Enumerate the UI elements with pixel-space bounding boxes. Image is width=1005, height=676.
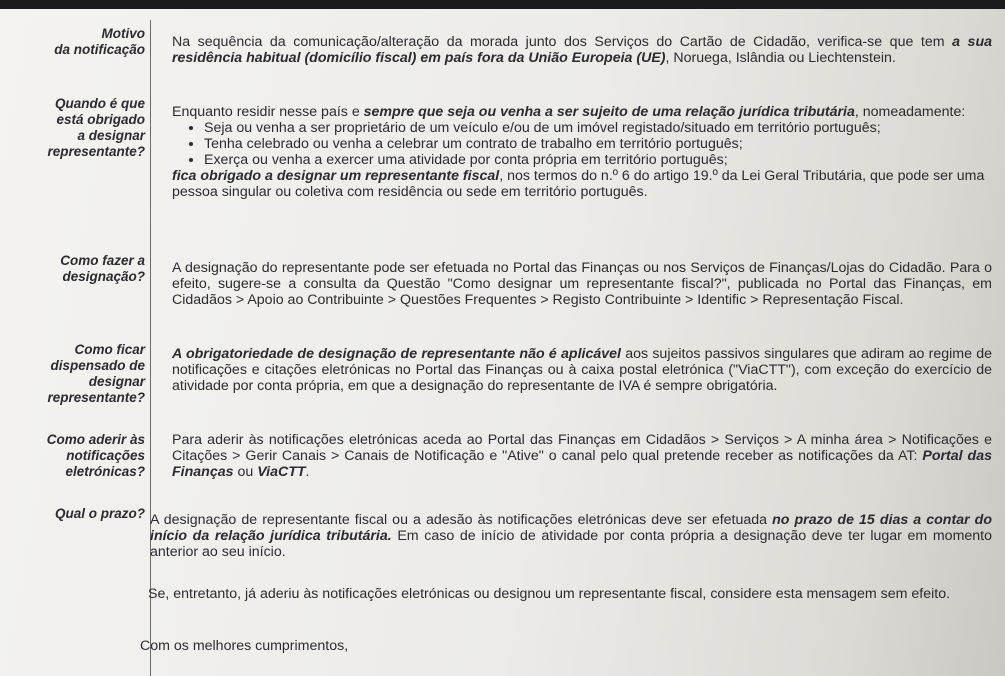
closing-paragraph: Se, entretanto, já aderiu às notificações eletrónicas ou designou um representante fiscal, considere esta mensagem sem efeito. [148, 586, 951, 602]
obligation-item: • Tenha celebrado ou venha a celebrar um contrato de trabalho em território português; [204, 136, 992, 152]
motivo-emphasis: a sua residência habitual (domicílio fiscal) em país fora da União Europeia (UE) [172, 34, 992, 66]
label-motivo: Motivo da notificação [54, 26, 145, 57]
obligation-item: • Seja ou venha a ser proprietário de um veículo e/ou de um imóvel registado/situado em território português; [204, 120, 992, 136]
como-ficar-emphasis: A obrigatoriedade de designação de representante não é aplicável [172, 346, 621, 362]
text-prazo [150, 512, 992, 560]
quando-outro-2: , nos termos do n.º 6 do artigo 19.º da Lei Geral Tributária, que pode ser uma pessoa singular ou coletiva com residência ou sede em território português. [172, 168, 985, 200]
signoff-block [140, 638, 960, 654]
signoff: Com os melhores cumprimentos, [140, 638, 349, 654]
quando-intro-1: Enquanto residir nesse país e [172, 104, 364, 120]
prazo-part-1: A designação de representante fiscal ou a adesão às notificações eletrónicas deve ser efetuada [150, 512, 773, 528]
como-aderir-end: . [305, 464, 310, 480]
column-divider [150, 20, 151, 676]
como-ficar-rest: aos sujeitos passivos singulares que adiram ao regime de notificações e citações eletrónicas no Portal das Finanças ou à caixa postal eletrónica ("ViaCTT"), com exceção do exercício de atividade por conta própria, em que a designação do representante de IVA é sempre obrigatória. [172, 346, 992, 394]
text-como-fazer [172, 260, 992, 308]
viactt-emphasis: ViaCTT [257, 464, 306, 480]
como-fazer-paragraph: A designação do representante pode ser efetuada no Portal das Finanças ou nos Serviços de Finanças/Lojas do Cidadão. Para o efeito, sugere-se a consulta da Questão "Como designar um representante fiscal?", publicada no Portal das Finanças, em Cidadãos > Apoio ao Contribuinte > Questões Frequentes > Registo Contribuinte > Identific > Representação Fiscal. [172, 260, 992, 308]
closing-block [148, 586, 992, 602]
label-como-aderir: Como aderir às notificações eletrónicas? [46, 432, 145, 479]
portal-financas-emphasis: Portal das Finanças [172, 448, 992, 480]
motivo-part-3: , Noruega, Islândia ou Liechtenstein. [665, 50, 896, 66]
text-como-aderir [172, 432, 992, 480]
motivo-part-1: Na sequência da comunicação/alteração da morada junto dos Serviços do Cartão de Cidadão, verifica-se que tem [172, 34, 953, 50]
label-como-ficar: Como ficar dispensado de designar representante? [47, 342, 145, 405]
obligation-item: • Exerça ou venha a exercer uma atividade por conta própria em território português; [204, 152, 992, 168]
text-motivo [172, 34, 992, 66]
prazo-part-3: Em caso de início de atividade por conta própria a designação deve ter lugar em momento anterior ao seu início. [150, 528, 992, 560]
como-aderir-or: ou [233, 464, 258, 480]
quando-intro-emphasis: sempre que seja ou venha a ser sujeito de uma relação jurídica tributária [363, 104, 855, 120]
label-como-fazer: Como fazer a designação? [60, 253, 145, 284]
quando-intro-3: , nomeadamente: [854, 104, 966, 120]
quando-outro-emphasis: fica obrigado a designar um representante fiscal [172, 168, 500, 184]
obligation-list [172, 120, 992, 168]
label-quando: Quando é que está obrigado a designar representante? [47, 96, 145, 159]
como-aderir-part-1: Para aderir às notificações eletrónicas aceda ao Portal das Finanças em Cidadãos > Serviços > A minha área > Notificações e Citações > Gerir Canais > Canais de Notificação e "Ative" o canal pelo qual pretende receber as notificações da AT: [172, 432, 992, 464]
label-prazo: Qual o prazo? [54, 506, 145, 521]
text-quando [172, 104, 992, 200]
text-como-ficar [172, 346, 992, 394]
prazo-emphasis: no prazo de 15 dias a contar do início da relação jurídica tributária. [150, 512, 992, 544]
